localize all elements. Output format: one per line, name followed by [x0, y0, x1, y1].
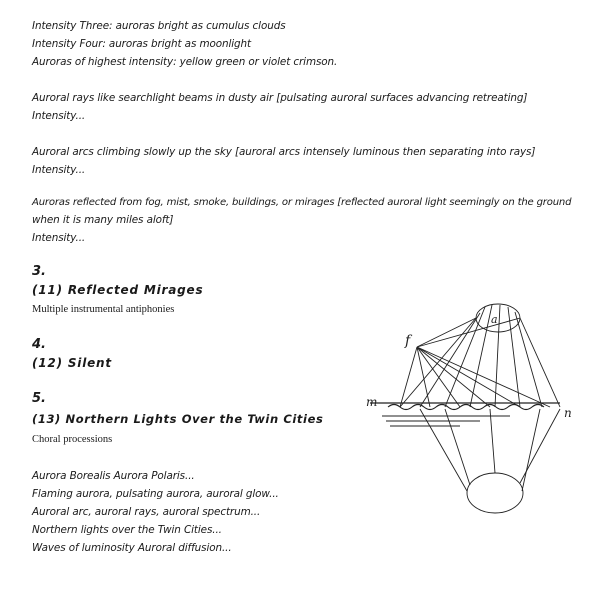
text-line: Auroral arcs climbing slowly up the sky [auroral arcs intensely luminous then separating into rays] — [32, 146, 536, 158]
text-line: Northern lights over the Twin Cities... — [32, 524, 222, 536]
text-line: Intensity... — [32, 232, 86, 244]
mirage-diagram — [360, 285, 585, 525]
track-number: 3. — [32, 264, 46, 279]
text-line: Aurora Borealis Aurora Polaris... — [32, 470, 195, 482]
text-line: Auroral rays like searchlight beams in dusty air [pulsating auroral surfaces advancing retreating] — [32, 92, 528, 104]
track-title: (13) Northern Lights Over the Twin Cities — [32, 412, 324, 426]
lower-circle — [467, 473, 523, 513]
label-f: f — [405, 333, 411, 349]
upper-circle — [476, 304, 520, 332]
track-subtitle: Multiple instrumental antiphonies — [32, 304, 175, 315]
text-line: when it is many miles aloft] — [32, 214, 174, 226]
text-line: Auroral arc, auroral rays, auroral spectrum... — [32, 506, 261, 518]
text-line: Intensity Three: auroras bright as cumulus clouds — [32, 20, 286, 32]
track-number: 4. — [32, 337, 46, 352]
track-title: (12) Silent — [32, 356, 112, 370]
text-line: Auroras reflected from fog, mist, smoke, buildings, or mirages [reflected auroral light seemingly on the ground — [32, 197, 572, 208]
text-line: Intensity... — [32, 164, 86, 176]
text-line: Waves of luminosity Auroral diffusion... — [32, 542, 232, 554]
track-subtitle: Choral processions — [32, 434, 113, 445]
label-a: a — [491, 313, 498, 326]
text-line: Intensity... — [32, 110, 86, 122]
label-m: m — [366, 395, 378, 409]
track-title: (11) Reflected Mirages — [32, 283, 204, 297]
track-number: 5. — [32, 391, 46, 406]
text-line: Intensity Four: auroras bright as moonlight — [32, 38, 252, 50]
text-line: Auroras of highest intensity: yellow green or violet crimson. — [32, 56, 338, 68]
label-n: n — [564, 406, 572, 420]
text-line: Flaming aurora, pulsating aurora, auroral glow... — [32, 488, 279, 500]
